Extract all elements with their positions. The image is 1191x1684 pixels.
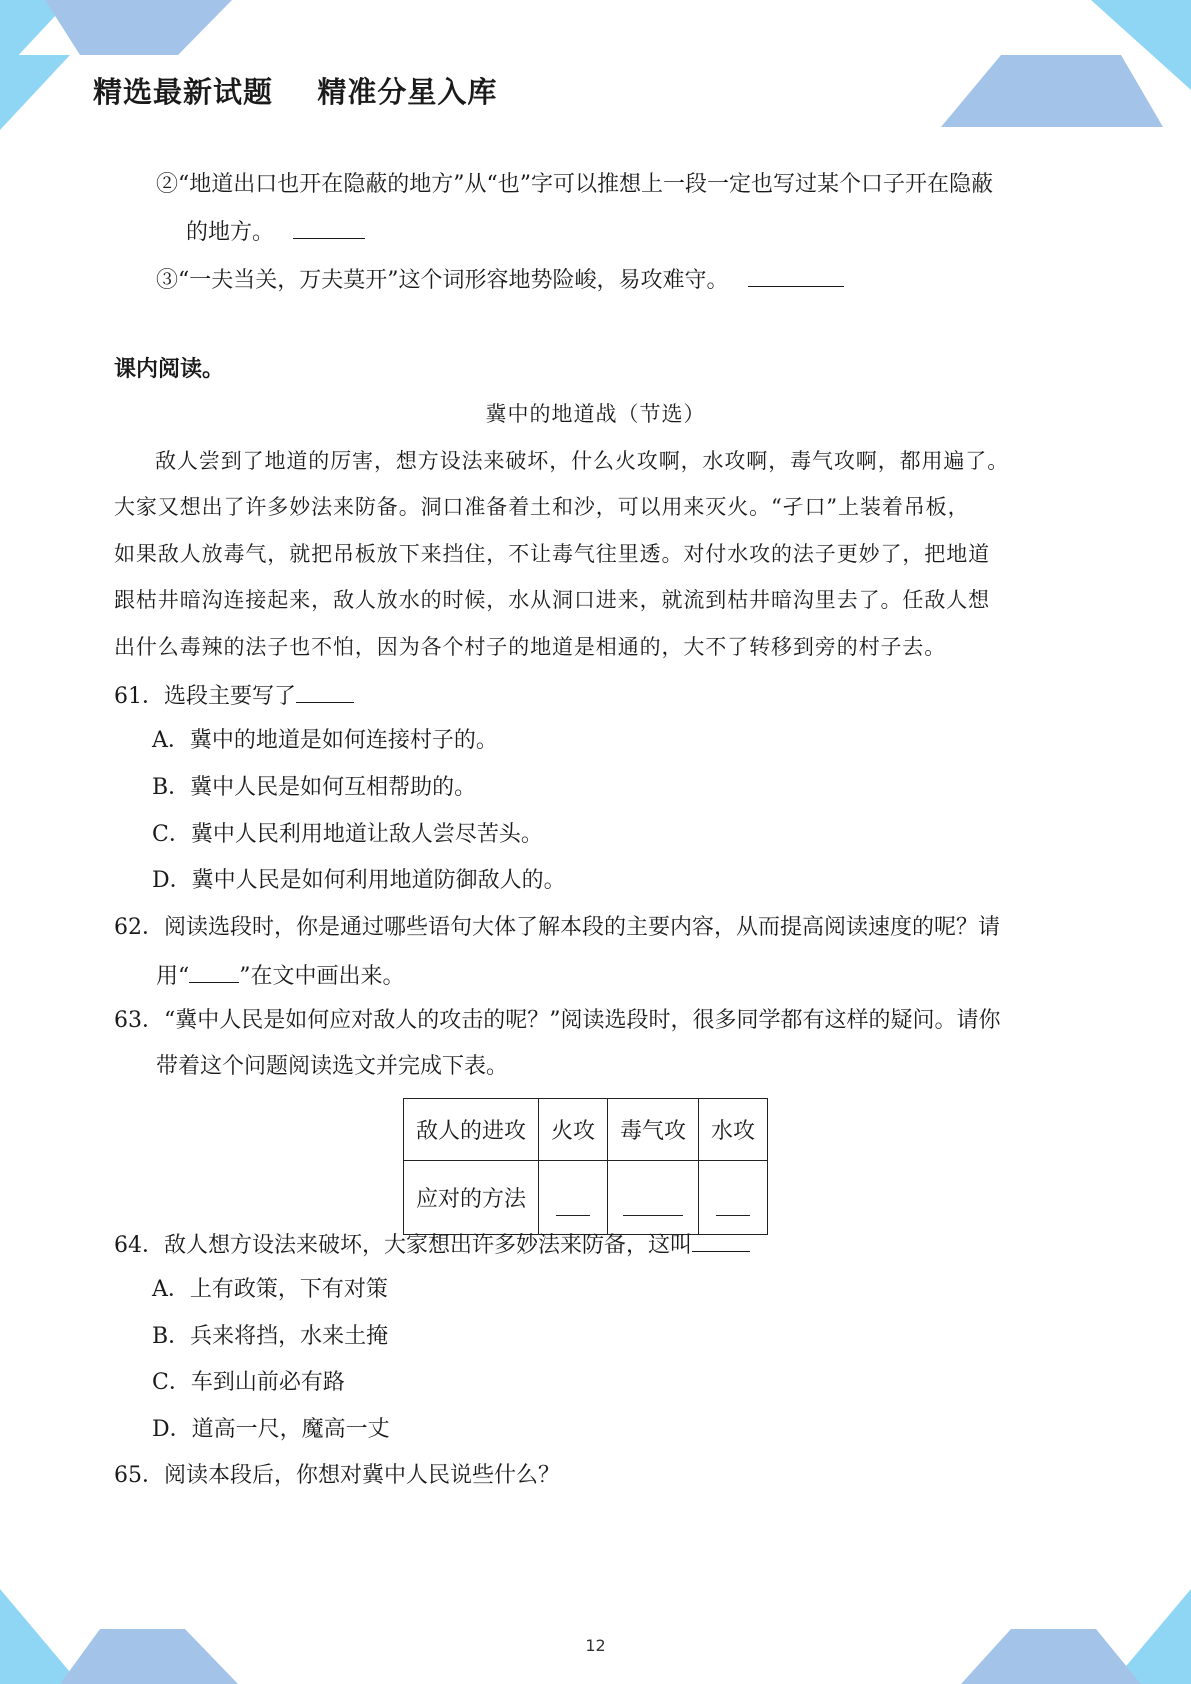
passage-line: 敌人尝到了地道的厉害，想方设法来破坏，什么火攻啊，水攻啊，毒气攻啊，都用遍了。 bbox=[155, 449, 1010, 473]
table-cell: 火攻 bbox=[539, 1099, 608, 1161]
q61-option-b[interactable]: B．冀中人民是如何互相帮助的。 bbox=[152, 775, 477, 800]
table-cell: 应对的方法 bbox=[404, 1161, 539, 1235]
passage-line: 大家又想出了许多妙法来防备。洞口准备着土和沙，可以用来灭火。“孑口”上装着吊板， bbox=[114, 495, 970, 519]
q64-option-c[interactable]: C．车到山前必有路 bbox=[152, 1370, 345, 1395]
answer-cell[interactable] bbox=[539, 1161, 608, 1235]
header-title: 精选最新试题 精准分星入库 bbox=[93, 75, 498, 109]
q61-option-c[interactable]: C．冀中人民利用地道让敌人尝尽苦头。 bbox=[152, 822, 543, 847]
item-2-line-2 bbox=[186, 216, 365, 248]
page-number: 12 bbox=[585, 1636, 606, 1655]
q61-option-a[interactable]: A．冀中的地道是如何连接村子的。 bbox=[152, 728, 498, 753]
q62-suffix: ”在文中画出来。 bbox=[239, 964, 405, 989]
answer-cell[interactable] bbox=[608, 1161, 699, 1235]
table-cell: 毒气攻 bbox=[608, 1099, 699, 1161]
section-title: 课内阅读。 bbox=[114, 357, 225, 382]
item-3-line bbox=[156, 264, 844, 296]
table-cell: 敌人的进攻 bbox=[404, 1099, 539, 1161]
answer-blank[interactable] bbox=[293, 216, 365, 239]
table-row bbox=[404, 1161, 768, 1235]
question-62-line-1: 62．阅读选段时，你是通过哪些语句大体了解本段的主要内容，从而提高阅读速度的呢？请 bbox=[114, 915, 1000, 940]
passage-title: 冀中的地道战（节选） bbox=[485, 402, 706, 426]
question-64-stem: 64．敌人想方设法来破坏，大家想出许多妙法来防备，这叫 bbox=[114, 1233, 692, 1258]
q61-option-d[interactable]: D．冀中人民是如何利用地道防御敌人的。 bbox=[152, 868, 566, 893]
answer-table bbox=[403, 1098, 768, 1235]
question-63-line-1: 63．“冀中人民是如何应对敌人的攻击的呢？”阅读选段时，很多同学都有这样的疑问。请你 bbox=[114, 1008, 1001, 1033]
item-3-text: ③“一夫当关，万夫莫开”这个词形容地势险峻，易攻难守。 bbox=[156, 268, 729, 293]
q64-option-d[interactable]: D．道高一尺，魔高一丈 bbox=[152, 1417, 390, 1442]
answer-blank[interactable] bbox=[296, 680, 354, 703]
question-63-line-2: 带着这个问题阅读选文并完成下表。 bbox=[156, 1054, 509, 1079]
passage-line: 跟枯井暗沟连接起来，敌人放水的时候，水从洞口进来，就流到枯井暗沟里去了。任敌人想 bbox=[114, 588, 990, 612]
question-64 bbox=[114, 1229, 750, 1261]
passage-line: 出什么毒辣的法子也不怕，因为各个村子的地道是相通的，大不了转移到旁的村子去。 bbox=[114, 635, 947, 659]
table-cell: 水攻 bbox=[699, 1099, 768, 1161]
item-2-text: 的地方。 bbox=[186, 220, 275, 245]
answer-blank[interactable] bbox=[748, 264, 844, 287]
answer-blank[interactable] bbox=[692, 1229, 750, 1252]
bottom-left-decoration bbox=[0, 1544, 250, 1684]
bottom-right-decoration bbox=[951, 1544, 1191, 1684]
q64-option-b[interactable]: B．兵来将挡，水来土掩 bbox=[152, 1324, 389, 1349]
question-65: 65．阅读本段后，你想对冀中人民说些什么？ bbox=[114, 1463, 560, 1488]
question-62-line-2 bbox=[156, 960, 405, 992]
question-61-stem: 61．选段主要写了 bbox=[114, 684, 296, 709]
top-right-decoration bbox=[941, 0, 1191, 130]
table-row bbox=[404, 1099, 768, 1161]
item-2-line-1: ②“地道出口也开在隐蔽的地方”从“也”字可以推想上一段一定也写过某个口子开在隐蔽 bbox=[156, 172, 993, 197]
passage-line: 如果敌人放毒气，就把吊板放下来挡住，不让毒气往里透。对付水攻的法子更妙了，把地道 bbox=[114, 542, 990, 566]
answer-cell[interactable] bbox=[699, 1161, 768, 1235]
question-61 bbox=[114, 680, 354, 712]
q64-option-a[interactable]: A．上有政策，下有对策 bbox=[152, 1277, 388, 1302]
q62-prefix: 用“ bbox=[156, 964, 190, 989]
answer-blank[interactable] bbox=[189, 960, 239, 983]
